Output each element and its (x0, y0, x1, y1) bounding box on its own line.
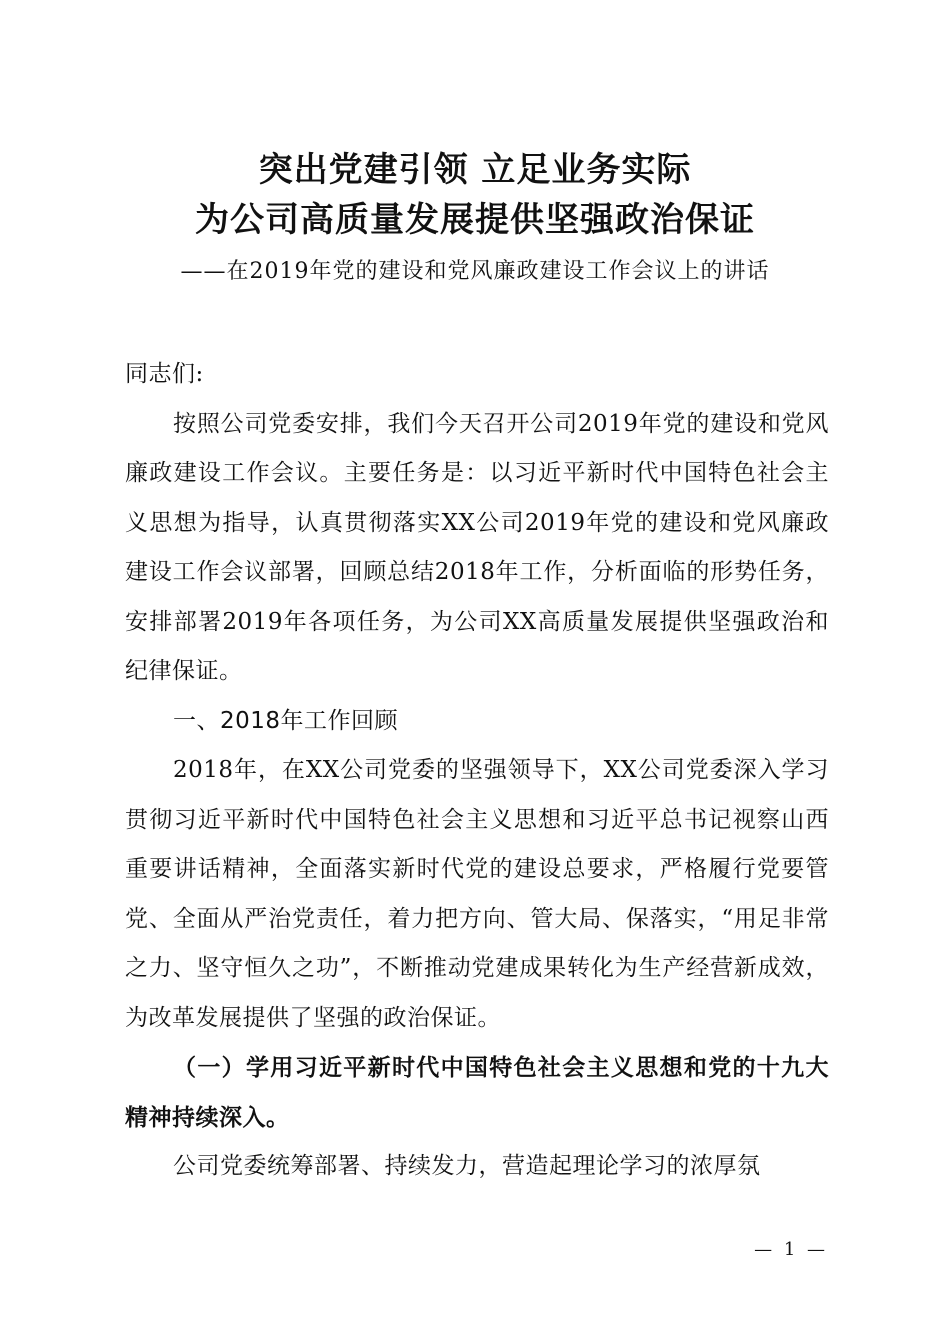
subtitle: ——在2019年党的建设和党风廉政建设工作会议上的讲话 (180, 259, 770, 284)
subsection-heading: （一）学用习近平新时代中国特色社会主义思想和党的十九大精神持续深入。 (125, 1054, 829, 1131)
paragraph-review: 2018年，在XX公司党委的坚强领导下，XX公司党委深入学习贯彻习近平新时代中国特色社会主义思想和习近平总书记视察山西重要讲话精神，全面落实新时代党的建设总要求，严格履行党要管党、全面从严治党责任，着力把方向、管大局、保落实，“用足非常之力、坚守恒久之功”，不断推动党建成果转化为生产经营新成效，为改革发展提供了坚强的政治保证。 (125, 757, 829, 1031)
salutation: 同志们: (125, 361, 204, 387)
document-body (125, 350, 829, 1192)
page-number: — 1 — (754, 1239, 828, 1260)
title-line-2: 为公司高质量发展提供坚强政治保证 (195, 200, 755, 240)
paragraph-intro: 按照公司党委安排，我们今天召开公司2019年党的建设和党风廉政建设工作会议。主要任务是：以习近平新时代中国特色社会主义思想为指导，认真贯彻落实XX公司2019年党的建设和党风廉政建设工作会议部署，回顾总结2018年工作，分析面临的形势任务，安排部署2019年各项任务，为公司XX高质量发展提供坚强政治和纪律保证。 (125, 410, 829, 684)
title-line-1: 突出党建引领 立足业务实际 (258, 150, 692, 190)
paragraph-study: 公司党委统筹部署、持续发力，营造起理论学习的浓厚氛 (173, 1153, 761, 1179)
section-heading: 一、2018年工作回顾 (173, 707, 399, 734)
